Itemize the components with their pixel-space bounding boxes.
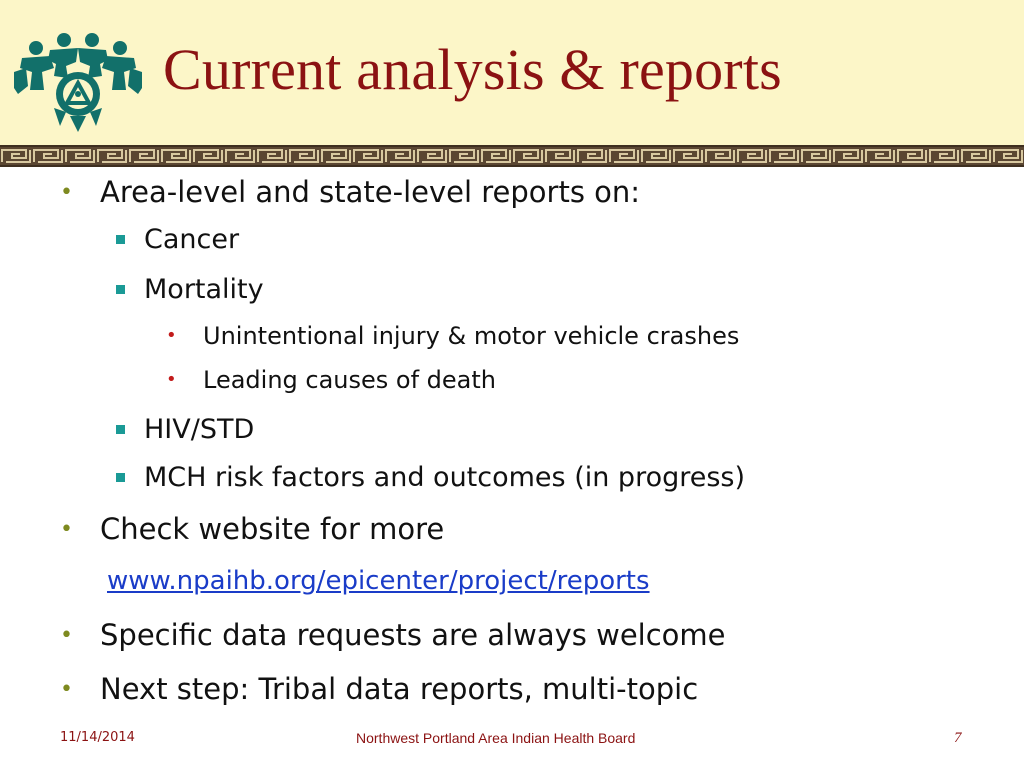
reports-link[interactable]: www.npaihb.org/epicenter/project/reports xyxy=(107,566,650,596)
greek-key-pattern xyxy=(0,145,1024,167)
slide-title: Current analysis & reports xyxy=(163,37,782,102)
bullet-text: Mortality xyxy=(144,274,264,305)
bullet-marker: • xyxy=(60,180,73,205)
bullet-text: Unintentional injury & motor vehicle crashes xyxy=(203,322,740,350)
bullet-text: HIV/STD xyxy=(144,414,255,445)
bullet-text: Area-level and state-level reports on: xyxy=(100,175,641,209)
bullet-text: Check website for more xyxy=(100,512,445,546)
square-bullet-icon xyxy=(116,285,125,294)
bullet-text: Next step: Tribal data reports, multi-topic xyxy=(100,672,699,706)
bullet-text: Specific data requests are always welcome xyxy=(100,618,726,652)
square-bullet-icon xyxy=(116,473,125,482)
footer-organization: Northwest Portland Area Indian Health Board xyxy=(356,730,636,746)
bullet-marker: • xyxy=(60,677,73,702)
square-bullet-icon xyxy=(116,425,125,434)
slide-header xyxy=(0,0,1024,145)
bullet-text: MCH risk factors and outcomes (in progress) xyxy=(144,462,746,493)
bullet-marker: • xyxy=(60,517,73,542)
bullet-marker: • xyxy=(166,369,177,390)
bullet-list xyxy=(0,170,1024,720)
footer-date: 11/14/2014 xyxy=(60,730,135,745)
decorative-border xyxy=(0,145,1024,167)
page-number: 7 xyxy=(954,730,962,746)
bullet-text: Leading causes of death xyxy=(203,366,497,394)
bullet-marker: • xyxy=(166,325,177,346)
npaihb-logo xyxy=(14,28,142,132)
square-bullet-icon xyxy=(116,235,125,244)
bullet-text: Cancer xyxy=(144,224,240,255)
bullet-marker: • xyxy=(60,623,73,648)
